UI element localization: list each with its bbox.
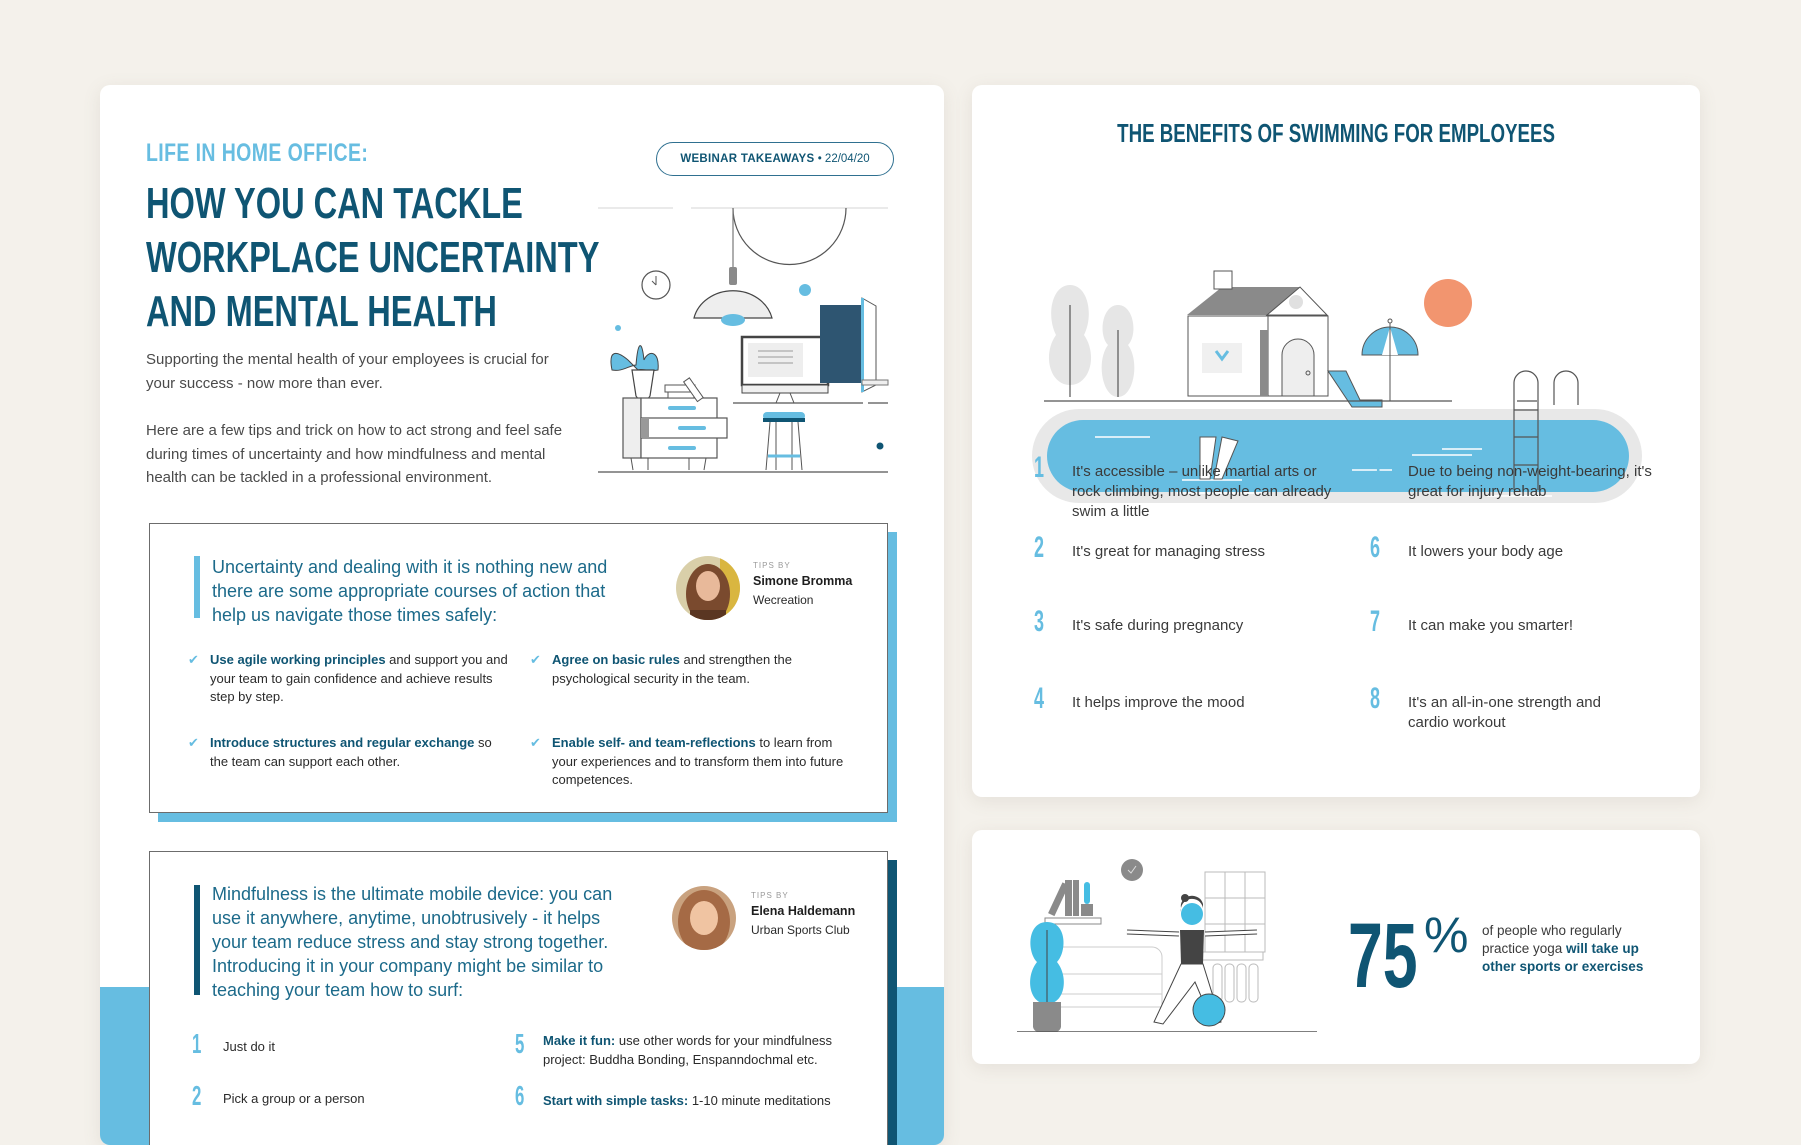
intro-paragraph: Supporting the mental health of your employees is crucial for your success - now more than ever. bbox=[146, 351, 549, 392]
tip-author-org: Urban Sports Club bbox=[751, 923, 850, 937]
step-number: 6 bbox=[515, 1080, 525, 1111]
tips-box-mindfulness bbox=[149, 851, 888, 1145]
step-item bbox=[223, 1038, 503, 1057]
benefit-text: Due to being non-weight-bearing, it's great for injury rehab bbox=[1408, 463, 1652, 500]
benefit-number: 6 bbox=[1370, 531, 1381, 564]
checkmark-icon: ✔ bbox=[530, 735, 541, 750]
stat-percent: % bbox=[1424, 907, 1469, 963]
tip-author-org: Wecreation bbox=[753, 593, 814, 607]
avatar bbox=[676, 556, 740, 620]
intro-paragraph: Here are a few tips and trick on how to act strong and feel safe during times of uncertainty and how mindfulness and mental health can be tackled in a professional environment. bbox=[146, 422, 563, 486]
benefit-text: It's an all-in-one strength and cardio workout bbox=[1408, 694, 1601, 731]
stat-text-bold: will take up other sports or exercises bbox=[1482, 941, 1644, 974]
benefit-item bbox=[1034, 682, 1332, 715]
step-item bbox=[543, 1092, 873, 1111]
pool-illustration bbox=[1032, 175, 1642, 505]
clock-icon bbox=[1121, 859, 1143, 881]
tip-item bbox=[530, 651, 852, 688]
lamp-cord bbox=[729, 267, 737, 285]
checkmark-icon: ✔ bbox=[188, 652, 199, 667]
tips-by-label: TIPS BY bbox=[753, 561, 791, 570]
benefit-number: 5 bbox=[1370, 451, 1381, 484]
step-number: 2 bbox=[192, 1080, 202, 1111]
webinar-card bbox=[100, 85, 944, 1145]
tip-item-bold: Use agile working principles bbox=[210, 652, 386, 667]
headline-line: WORKPLACE UNCERTAINTY bbox=[146, 233, 600, 282]
benefit-number: 3 bbox=[1034, 605, 1045, 638]
house-door bbox=[1282, 339, 1314, 396]
benefit-text: It can make you smarter! bbox=[1408, 617, 1574, 634]
step-number: 5 bbox=[515, 1028, 525, 1059]
tip-author-name: Simone Bromma bbox=[753, 574, 853, 588]
tip-item bbox=[188, 734, 510, 771]
swimming-title bbox=[972, 118, 1700, 149]
cactus-icon bbox=[1084, 882, 1090, 904]
step-bold: Start with simple tasks: bbox=[543, 1093, 689, 1108]
tip-item-bold: Enable self- and team-reflections bbox=[552, 735, 756, 750]
quote-bar bbox=[194, 556, 200, 618]
lamp-shade-icon bbox=[694, 291, 772, 318]
benefit-number: 4 bbox=[1034, 682, 1045, 715]
swimming-title-text: THE BENEFITS OF SWIMMING FOR EMPLOYEES bbox=[1117, 118, 1555, 148]
webinar-badge bbox=[656, 142, 894, 176]
door-icon bbox=[820, 305, 862, 383]
benefit-item bbox=[1370, 682, 1608, 733]
step-bold: Make it fun: bbox=[543, 1033, 616, 1048]
benefit-item bbox=[1370, 531, 1668, 564]
benefit-item bbox=[1034, 605, 1332, 638]
step-text: 1-10 minute meditations bbox=[688, 1093, 831, 1108]
sun-icon bbox=[1424, 279, 1472, 327]
checkmark-icon: ✔ bbox=[188, 735, 199, 750]
benefit-number: 8 bbox=[1370, 682, 1381, 715]
tip-item bbox=[188, 651, 510, 707]
benefit-text: It's safe during pregnancy bbox=[1072, 617, 1244, 634]
tip-item-text: so the team can support each other. bbox=[210, 735, 492, 769]
swimming-benefits-card bbox=[972, 85, 1700, 797]
person-torso bbox=[1180, 930, 1204, 964]
person-head bbox=[1181, 903, 1203, 925]
benefit-text: It lowers your body age bbox=[1408, 543, 1564, 560]
home-office-illustration bbox=[598, 200, 898, 485]
benefit-item bbox=[1370, 605, 1668, 638]
stat-value: 75 bbox=[1348, 905, 1418, 1007]
checkmark-icon: ✔ bbox=[530, 652, 541, 667]
badge-date: 22/04/20 bbox=[824, 153, 870, 165]
tips-box-uncertainty bbox=[149, 523, 888, 813]
step-text: use other words for your mindfulness project: Buddha Bonding, Enspanndochmal etc. bbox=[543, 1033, 833, 1067]
tip-item-text: to learn from your experiences and to transform them into future competences. bbox=[552, 735, 844, 787]
benefit-number: 2 bbox=[1034, 531, 1045, 564]
plant-pot-icon bbox=[632, 370, 654, 400]
shelf bbox=[1045, 918, 1101, 924]
tips-quote: Uncertainty and dealing with it is nothing new and there are some appropriate courses of action that help us navigate those times safely: bbox=[212, 557, 608, 625]
stat-text-plain: of people who regularly practice yoga bbox=[1482, 923, 1622, 956]
badge-label: WEBINAR TAKEAWAYS bbox=[680, 153, 815, 165]
benefit-item bbox=[1034, 451, 1332, 522]
exercise-ball-icon bbox=[1193, 994, 1225, 1026]
step-item bbox=[543, 1032, 863, 1069]
benefit-number: 1 bbox=[1034, 451, 1045, 484]
step-number: 1 bbox=[192, 1028, 202, 1059]
avatar bbox=[672, 886, 736, 950]
badge-separator: • bbox=[817, 153, 822, 165]
benefit-number: 7 bbox=[1370, 605, 1381, 638]
benefit-text: It helps improve the mood bbox=[1072, 694, 1245, 711]
tip-item-bold: Introduce structures and regular exchange bbox=[210, 735, 475, 750]
tip-item-text: and strengthen the psychological security in the team. bbox=[552, 652, 792, 686]
tips-by-label: TIPS BY bbox=[751, 891, 789, 900]
yoga-stat-card bbox=[972, 830, 1700, 1064]
step-text: Just do it bbox=[223, 1039, 276, 1054]
stat-description bbox=[1482, 922, 1662, 976]
quote-bar bbox=[194, 885, 200, 995]
kicker: LIFE IN HOME OFFICE: bbox=[146, 139, 369, 167]
avatar-photo-simone bbox=[676, 556, 740, 620]
tip-item bbox=[530, 734, 852, 790]
benefit-item bbox=[1034, 531, 1332, 564]
benefit-text: It's accessible – unlike martial arts or rock climbing, most people can already swim a little bbox=[1072, 463, 1332, 520]
tip-item-bold: Agree on basic rules bbox=[552, 652, 680, 667]
avatar-photo-elena bbox=[672, 886, 736, 950]
sun-lounger-icon bbox=[1328, 371, 1382, 407]
benefit-text: It's great for managing stress bbox=[1072, 543, 1265, 560]
window-icon bbox=[1197, 872, 1265, 960]
headline-line: HOW YOU CAN TACKLE bbox=[146, 179, 523, 228]
step-text: Pick a group or a person bbox=[223, 1091, 365, 1106]
tips-quote: Mindfulness is the ultimate mobile device: you can use it anywhere, anytime, unobtrusively - it helps your team reduce stress and stay strong together. Introducing it in your company might be similar to teaching your team how to surf: bbox=[212, 884, 613, 1000]
page-title bbox=[146, 177, 599, 339]
headline-line: AND MENTAL HEALTH bbox=[146, 287, 497, 336]
tip-item-text: and support you and your team to gain confidence and achieve results step by step. bbox=[210, 652, 508, 704]
yoga-illustration bbox=[1017, 852, 1317, 1032]
step-item bbox=[223, 1090, 503, 1109]
tip-author-name: Elena Haldemann bbox=[751, 904, 856, 918]
benefit-item bbox=[1370, 451, 1688, 502]
